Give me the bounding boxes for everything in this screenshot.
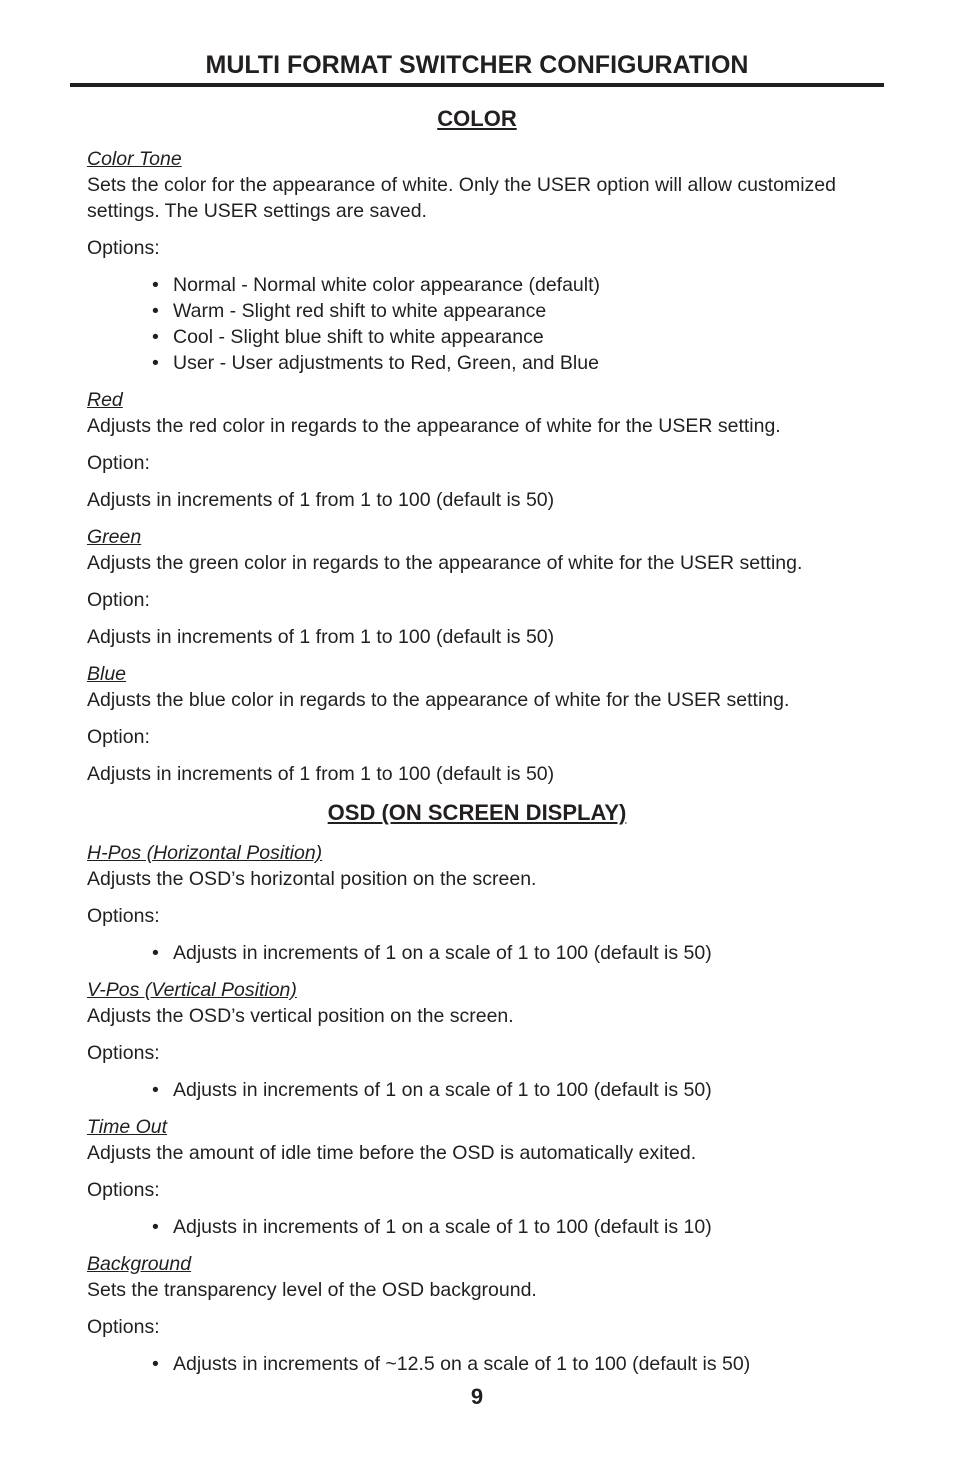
red-description: Adjusts the red color in regards to the appearance of white for the USER setting. xyxy=(87,415,781,437)
color-section-heading: COLOR xyxy=(437,106,517,131)
list-item: • Cool - Slight blue shift to white appearance xyxy=(152,324,877,350)
vpos-description: Adjusts the OSD’s vertical position on the screen. xyxy=(87,1005,514,1027)
background-setting xyxy=(87,1251,877,1377)
green-description: Adjusts the green color in regards to the appearance of white for the USER setting. xyxy=(87,552,803,574)
page-content xyxy=(87,104,877,1388)
color-tone-options-label: Options: xyxy=(87,237,160,259)
blue-option-label: Option: xyxy=(87,726,150,748)
hpos-name: H-Pos (Horizontal Position) xyxy=(87,842,323,864)
page-number: 9 xyxy=(470,1384,484,1409)
red-setting xyxy=(87,387,877,513)
red-option-text: Adjusts in increments of 1 from 1 to 100 (default is 50) xyxy=(87,489,555,511)
list-item: • Adjusts in increments of 1 on a scale of 1 to 100 (default is 50) xyxy=(152,1077,877,1103)
hpos-options-label: Options: xyxy=(87,905,160,927)
timeout-options-list xyxy=(87,1214,877,1240)
timeout-description: Adjusts the amount of idle time before the OSD is automatically exited. xyxy=(87,1142,697,1164)
vpos-options-list xyxy=(87,1077,877,1103)
timeout-setting xyxy=(87,1114,877,1240)
page-title: MULTI FORMAT SWITCHER CONFIGURATION xyxy=(205,51,749,79)
background-name: Background xyxy=(87,1253,192,1275)
color-tone-name: Color Tone xyxy=(87,148,182,170)
background-options-label: Options: xyxy=(87,1316,160,1338)
blue-name: Blue xyxy=(87,663,127,685)
timeout-name: Time Out xyxy=(87,1116,168,1138)
green-option-text: Adjusts in increments of 1 from 1 to 100 (default is 50) xyxy=(87,626,555,648)
blue-setting xyxy=(87,661,877,787)
vpos-options-label: Options: xyxy=(87,1042,160,1064)
background-options-list xyxy=(87,1351,877,1377)
color-tone-setting xyxy=(87,146,877,376)
color-tone-options-list xyxy=(87,272,877,376)
list-item: • Adjusts in increments of ~12.5 on a scale of 1 to 100 (default is 50) xyxy=(152,1351,877,1377)
red-name: Red xyxy=(87,389,123,411)
green-name: Green xyxy=(87,526,142,548)
list-item: • Normal - Normal white color appearance (default) xyxy=(152,272,877,298)
hpos-options-list xyxy=(87,940,877,966)
hpos-description: Adjusts the OSD’s horizontal position on the screen. xyxy=(87,868,537,890)
osd-section-heading: OSD (ON SCREEN DISPLAY) xyxy=(327,800,627,825)
blue-description: Adjusts the blue color in regards to the appearance of white for the USER setting. xyxy=(87,689,790,711)
red-option-label: Option: xyxy=(87,452,150,474)
header-divider xyxy=(70,83,884,87)
background-description: Sets the transparency level of the OSD background. xyxy=(87,1279,537,1301)
list-item: • Warm - Slight red shift to white appearance xyxy=(152,298,877,324)
color-tone-description: Sets the color for the appearance of white. Only the USER option will allow customized settings. The USER settings are saved. xyxy=(87,174,836,222)
list-item: • Adjusts in increments of 1 on a scale of 1 to 100 (default is 10) xyxy=(152,1214,877,1240)
timeout-options-label: Options: xyxy=(87,1179,160,1201)
green-option-label: Option: xyxy=(87,589,150,611)
blue-option-text: Adjusts in increments of 1 from 1 to 100 (default is 50) xyxy=(87,763,555,785)
list-item: • User - User adjustments to Red, Green, and Blue xyxy=(152,350,877,376)
vpos-name: V-Pos (Vertical Position) xyxy=(87,979,297,1001)
vpos-setting xyxy=(87,977,877,1103)
hpos-setting xyxy=(87,840,877,966)
green-setting xyxy=(87,524,877,650)
list-item: • Adjusts in increments of 1 on a scale of 1 to 100 (default is 50) xyxy=(152,940,877,966)
